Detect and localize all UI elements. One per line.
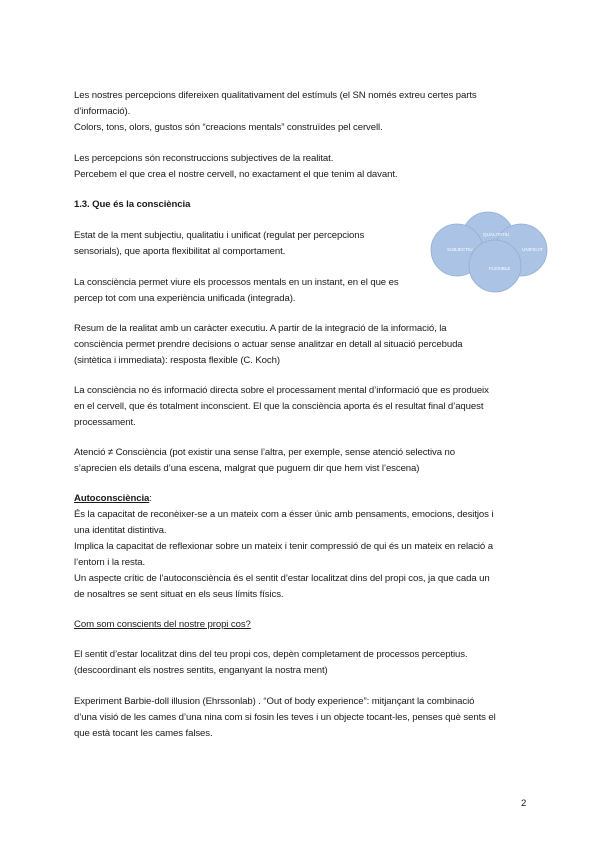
text-line: Estat de la ment subjectiu, qualitatiu i unificat (regulat per percepcions xyxy=(74,230,365,241)
text-line: processament. xyxy=(74,417,136,428)
text-line: d’informació). xyxy=(74,106,131,117)
venn-diagram xyxy=(427,208,551,294)
venn-label-bottom: FLEXIBLE xyxy=(489,266,511,271)
text-line: l’entorn i la resta. xyxy=(74,557,146,568)
venn-label-left: SUBJECTIU xyxy=(447,247,473,252)
venn-label-top: QUALITATIU xyxy=(483,232,510,237)
text-line: La consciència permet viure els processos mentals en un instant, en el que es xyxy=(74,277,399,288)
text-line: percep tot com una experiència unificada (integrada). xyxy=(74,293,296,304)
page-number: 2 xyxy=(521,798,527,809)
text-line: El sentit d’estar localitzat dins del teu propi cos, depèn completament de processos perceptius. xyxy=(74,649,468,660)
text-line: que està tocant les cames falses. xyxy=(74,728,213,739)
text-line: Percebem el que crea el nostre cervell, no exactament el que tenim al davant. xyxy=(74,169,398,180)
question-heading: Com som conscients del nostre propi cos? xyxy=(74,619,251,630)
venn-label-right: UNIFICAT xyxy=(522,247,543,252)
text-line: en el cervell, que és totalment inconscient. El que la consciència aporta és el resultat final d’aquest xyxy=(74,401,484,412)
text-line: Implica la capacitat de reflexionar sobre un mateix i tenir compressió de qui és un mateix en relació a xyxy=(74,541,493,552)
text-line: Un aspecte crític de l’autoconsciència és el sentit d’estar localitzat dins del propi cos, ja que cada un xyxy=(74,573,490,584)
text-line: Experiment Barbie-doll illusion (Ehrssonlab) . “Out of body experience”: mitjançant la combinació xyxy=(74,696,475,707)
text-line: És la capacitat de reconèixer-se a un mateix com a ésser únic amb pensaments, emocions, desitjos i xyxy=(74,509,494,520)
autoconsciencia-heading-line xyxy=(74,493,152,505)
heading-colon: : xyxy=(149,493,152,504)
venn-circles xyxy=(431,212,547,292)
text-line: Resum de la realitat amb un caràcter executiu. A partir de la integració de la informació, la xyxy=(74,323,447,334)
text-line: Atenció ≠ Consciència (pot existir una sense l’altra, per exemple, sense atenció selectiva no xyxy=(74,447,455,458)
text-line: consciència permet prendre decisions o actuar sense analitzar en detall al situació percebuda xyxy=(74,339,463,350)
section-heading: 1.3. Que és la consciència xyxy=(74,199,191,210)
text-line: s’aprecien els details d’una escena, malgrat que puguem dir que hem vist l’escena) xyxy=(74,463,420,474)
text-line: de nosaltres se sent situat en els seus límits físics. xyxy=(74,589,284,600)
text-line: Les percepcions són reconstruccions subjectives de la realitat. xyxy=(74,153,334,164)
text-line: sensorials), que aporta flexibilitat al comportament. xyxy=(74,246,286,257)
text-line: una identitat distintiva. xyxy=(74,525,167,536)
autoconsciencia-heading: Autoconsciència xyxy=(74,493,150,504)
text-line: d’una visió de les cames d’una nina com si fosin les teves i un objecte tocant-les, penses què sents el xyxy=(74,712,496,723)
text-line: (sintètica i immediata): resposta flexible (C. Koch) xyxy=(74,355,280,366)
text-line: Colors, tons, olors, gustos són “creacions mentals” construïdes pel cervell. xyxy=(74,122,383,133)
text-line: (descoordinant els nostres sentits, enganyant la nostra ment) xyxy=(74,665,328,676)
text-line: Les nostres percepcions difereixen qualitativament del estímuls (el SN només extreu certes parts xyxy=(74,90,477,101)
text-line: La consciència no és informació directa sobre el processament mental d’informació que es produeix xyxy=(74,385,489,396)
